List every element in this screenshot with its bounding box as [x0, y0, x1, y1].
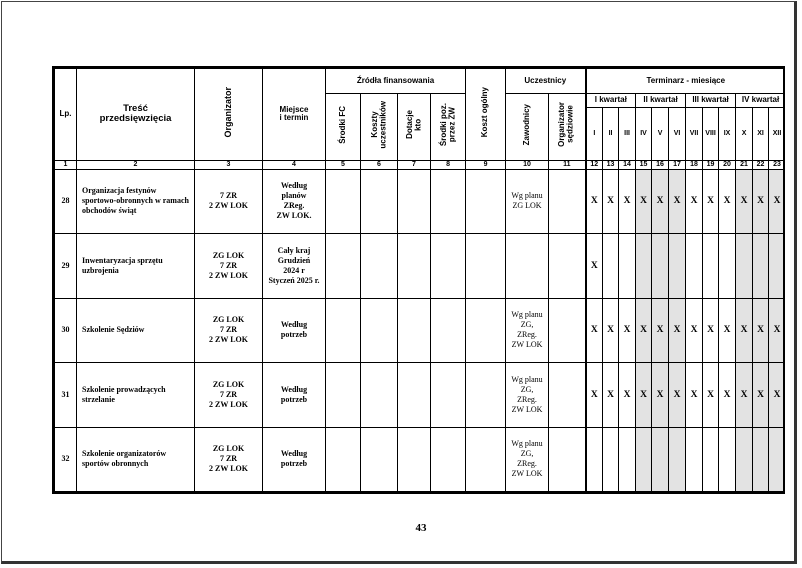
month-mark — [652, 234, 669, 298]
column-number: 1 — [55, 160, 77, 169]
month-mark: X — [669, 169, 686, 233]
month-mark: X — [753, 363, 769, 427]
table-row — [55, 234, 786, 298]
column-number: 5 — [326, 160, 361, 169]
header-schedule: Terminarz - miesiące — [586, 69, 785, 94]
participant-costs-cell — [361, 234, 398, 298]
column-number: 18 — [686, 160, 703, 169]
place-date-cell: Według potrzeb — [263, 298, 326, 362]
month-header: V — [652, 108, 669, 160]
referees-cell — [549, 234, 586, 298]
month-mark: X — [603, 363, 619, 427]
table-row — [55, 298, 786, 362]
header-referees — [549, 94, 586, 160]
month-mark — [603, 234, 619, 298]
total-cost-cell — [466, 363, 506, 427]
page-number: 43 — [415, 522, 427, 534]
fc-funds-cell — [326, 169, 361, 233]
total-cost-cell — [466, 169, 506, 233]
column-number: 20 — [719, 160, 736, 169]
column-number: 17 — [669, 160, 686, 169]
month-mark — [686, 427, 703, 492]
referees-cell — [549, 427, 586, 492]
organizer-cell: ZG LOK 7 ZR 2 ZW LOK — [195, 234, 263, 298]
header-quarter-3: III kwartał — [686, 94, 736, 108]
month-mark: X — [769, 298, 785, 362]
column-number: 14 — [619, 160, 636, 169]
month-mark: X — [636, 363, 652, 427]
referees-cell — [549, 363, 586, 427]
grants-cell — [398, 427, 431, 492]
task-description: Szkolenie Sędziów — [77, 298, 195, 362]
header-participant-costs-label: Koszty uczestników — [369, 100, 387, 149]
column-number: 2 — [77, 160, 195, 169]
header-funding-sources: Źródła finansowania — [326, 69, 466, 94]
total-cost-cell — [466, 427, 506, 492]
month-mark: X — [736, 169, 753, 233]
header-task: Treść przedsięwzięcia — [77, 69, 195, 161]
month-header: IX — [719, 108, 736, 160]
month-mark: X — [736, 298, 753, 362]
month-mark — [719, 234, 736, 298]
column-number: 9 — [466, 160, 506, 169]
month-mark — [619, 234, 636, 298]
month-mark: X — [619, 363, 636, 427]
column-number: 16 — [652, 160, 669, 169]
month-mark: X — [652, 169, 669, 233]
month-mark: X — [753, 169, 769, 233]
month-mark — [753, 427, 769, 492]
participant-costs-cell — [361, 363, 398, 427]
month-mark: X — [769, 363, 785, 427]
header-grants — [398, 94, 431, 160]
month-mark: X — [586, 169, 603, 233]
month-mark — [652, 427, 669, 492]
header-quarter-4: IV kwartał — [736, 94, 785, 108]
month-mark: X — [736, 363, 753, 427]
schedule-sheet — [52, 66, 785, 494]
month-mark: X — [669, 298, 686, 362]
row-number: 30 — [55, 298, 77, 362]
header-quarter-2: II kwartał — [636, 94, 686, 108]
header-fc-funds — [326, 94, 361, 160]
month-mark — [753, 234, 769, 298]
month-mark — [603, 427, 619, 492]
month-mark: X — [636, 298, 652, 362]
participant-costs-cell — [361, 298, 398, 362]
month-header: IV — [636, 108, 652, 160]
month-header: VI — [669, 108, 686, 160]
organizer-cell: 7 ZR 2 ZW LOK — [195, 169, 263, 233]
month-mark — [669, 427, 686, 492]
row-number: 31 — [55, 363, 77, 427]
grants-cell — [398, 363, 431, 427]
month-mark — [586, 427, 603, 492]
month-mark: X — [636, 169, 652, 233]
competitors-cell: Wg planu ZG, ZReg. ZW LOK — [506, 363, 549, 427]
month-header: II — [603, 108, 619, 160]
participant-costs-cell — [361, 169, 398, 233]
header-place: Miejsce i termin — [263, 69, 326, 161]
header-participant-costs — [361, 94, 398, 160]
column-number: 7 — [398, 160, 431, 169]
month-header: X — [736, 108, 753, 160]
zw-funds-cell — [431, 363, 466, 427]
month-mark: X — [686, 298, 703, 362]
grants-cell — [398, 234, 431, 298]
row-number: 28 — [55, 169, 77, 233]
month-mark: X — [619, 169, 636, 233]
month-mark — [703, 427, 719, 492]
grants-cell — [398, 169, 431, 233]
header-fc-funds-label: Środki FC — [337, 105, 347, 144]
header-lp: Lp. — [55, 69, 77, 161]
schedule-table — [54, 68, 785, 492]
month-mark: X — [586, 298, 603, 362]
column-number: 12 — [586, 160, 603, 169]
month-mark: X — [603, 169, 619, 233]
month-mark — [703, 234, 719, 298]
place-date-cell: Według potrzeb — [263, 427, 326, 492]
month-mark: X — [719, 363, 736, 427]
month-mark: X — [619, 298, 636, 362]
column-number: 4 — [263, 160, 326, 169]
fc-funds-cell — [326, 427, 361, 492]
month-mark — [669, 234, 686, 298]
month-header: VII — [686, 108, 703, 160]
header-referees-label: Organizator sędziowie — [557, 101, 575, 147]
fc-funds-cell — [326, 298, 361, 362]
header-total-cost-label: Koszt ogólny — [480, 86, 490, 137]
zw-funds-cell — [431, 298, 466, 362]
task-description: Organizacja festynów sportowo-obronnych w ramach obchodów świąt — [77, 169, 195, 233]
month-mark — [619, 427, 636, 492]
column-number: 22 — [753, 160, 769, 169]
month-header: XII — [769, 108, 785, 160]
month-mark: X — [586, 363, 603, 427]
zw-funds-cell — [431, 234, 466, 298]
competitors-cell: Wg planu ZG, ZReg. ZW LOK — [506, 298, 549, 362]
month-header: III — [619, 108, 636, 160]
competitors-cell: Wg planu ZG, ZReg. ZW LOK — [506, 427, 549, 492]
header-total-cost — [466, 69, 506, 161]
competitors-cell: Wg planu ZG LOK — [506, 169, 549, 233]
month-mark: X — [603, 298, 619, 362]
column-number: 8 — [431, 160, 466, 169]
header-quarter-1: I kwartał — [586, 94, 636, 108]
header-competitors — [506, 94, 549, 160]
month-header: VIII — [703, 108, 719, 160]
column-number: 6 — [361, 160, 398, 169]
grants-cell — [398, 298, 431, 362]
month-mark: X — [719, 298, 736, 362]
table-row — [55, 169, 786, 233]
month-mark: X — [769, 169, 785, 233]
task-description: Inwentaryzacja sprzętu uzbrojenia — [77, 234, 195, 298]
month-mark: X — [703, 169, 719, 233]
header-organizer-label: Organizator — [222, 86, 233, 138]
place-date-cell: Według potrzeb — [263, 363, 326, 427]
month-mark — [769, 234, 785, 298]
column-number: 15 — [636, 160, 652, 169]
month-mark — [736, 427, 753, 492]
column-number: 19 — [703, 160, 719, 169]
header-competitors-label: Zawodnicy — [521, 103, 531, 146]
header-zw-funds — [431, 94, 466, 160]
column-number: 23 — [769, 160, 785, 169]
month-mark: X — [669, 363, 686, 427]
referees-cell — [549, 169, 586, 233]
header-zw-funds-label: Środki poz. przez ZW — [438, 102, 457, 146]
month-mark — [636, 234, 652, 298]
column-number: 21 — [736, 160, 753, 169]
organizer-cell: ZG LOK 7 ZR 2 ZW LOK — [195, 363, 263, 427]
month-mark — [719, 427, 736, 492]
zw-funds-cell — [431, 427, 466, 492]
header-participants-group: Uczestnicy — [506, 69, 586, 94]
month-mark: X — [586, 234, 603, 298]
total-cost-cell — [466, 234, 506, 298]
table-row — [55, 427, 786, 492]
month-mark: X — [652, 298, 669, 362]
zw-funds-cell — [431, 169, 466, 233]
referees-cell — [549, 298, 586, 362]
month-mark — [736, 234, 753, 298]
column-number: 13 — [603, 160, 619, 169]
organizer-cell: ZG LOK 7 ZR 2 ZW LOK — [195, 298, 263, 362]
fc-funds-cell — [326, 234, 361, 298]
table-row — [55, 363, 786, 427]
month-mark: X — [719, 169, 736, 233]
row-number: 32 — [55, 427, 77, 492]
month-mark — [769, 427, 785, 492]
header-organizer — [195, 69, 263, 161]
month-mark: X — [652, 363, 669, 427]
task-description: Szkolenie prowadzących strzelanie — [77, 363, 195, 427]
fc-funds-cell — [326, 363, 361, 427]
month-header: I — [586, 108, 603, 160]
month-mark: X — [753, 298, 769, 362]
header-grants-label: Dotacje kto — [404, 109, 422, 139]
month-mark: X — [686, 169, 703, 233]
participant-costs-cell — [361, 427, 398, 492]
column-number: 3 — [195, 160, 263, 169]
month-mark: X — [703, 298, 719, 362]
competitors-cell — [506, 234, 549, 298]
total-cost-cell — [466, 298, 506, 362]
month-header: XI — [753, 108, 769, 160]
column-number: 10 — [506, 160, 549, 169]
place-date-cell: Cały kraj Grudzień 2024 r Styczeń 2025 r. — [263, 234, 326, 298]
month-mark — [686, 234, 703, 298]
task-description: Szkolenie organizatorów sportów obronnych — [77, 427, 195, 492]
column-number: 11 — [549, 160, 586, 169]
organizer-cell: ZG LOK 7 ZR 2 ZW LOK — [195, 427, 263, 492]
month-mark: X — [686, 363, 703, 427]
month-mark: X — [703, 363, 719, 427]
place-date-cell: Według planów ZReg. ZW LOK. — [263, 169, 326, 233]
row-number: 29 — [55, 234, 77, 298]
month-mark — [636, 427, 652, 492]
